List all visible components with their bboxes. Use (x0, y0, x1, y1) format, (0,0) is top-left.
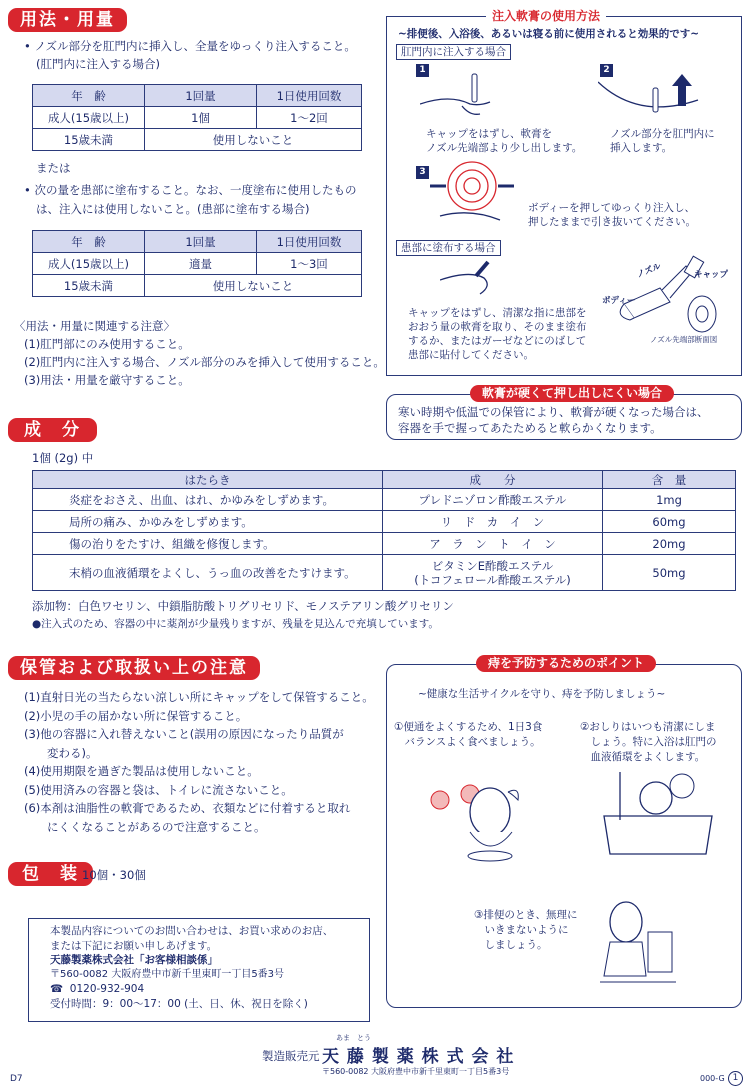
header-ingredient: 成 分 (383, 471, 603, 489)
instructions-subtitle: ~排便後、入浴後、あるいは寝る前に使用されると効果的です~ (398, 28, 700, 40)
footer-ruby: あま とう (336, 1034, 371, 1042)
table-row: 成人(15歳以上) 1個 1～2回 (33, 107, 362, 129)
list-item: (3)他の容器に入れ替えないこと(誤用の原因になったり品質が (24, 727, 344, 741)
list-item: 変わる)。 (24, 745, 98, 760)
usage-note-3: (3)用法・用量を厳守すること。 (24, 373, 190, 387)
apply-text: キャップをはずし、清潔な指に患部を おおう量の軟膏を取り、そのまま塗布 するか、またはガーゼなどにのばして 患部に貼付してください。 (408, 307, 587, 361)
table-row: 末梢の血液循環をよくし、うっ血の改善をたすけます。 ビタミンE酢酸エステル (トコフェロール酢酸エステル) 50mg (33, 555, 736, 591)
table-row: 15歳未満 使用しないこと (33, 129, 362, 151)
table-row: 傷の治りをたすけ、組織を修復します。 ア ラ ン ト イ ン 20mg (33, 533, 736, 555)
usage-note-1: (1)肛門部にのみ使用すること。 (24, 337, 190, 351)
header-action: はたらき (33, 471, 383, 489)
usage-case1: (肛門内に注入する場合) (36, 57, 160, 71)
contact-phone: 0120-932-904 (69, 983, 145, 995)
usage-heading: 用法・用量 (8, 8, 127, 32)
footer-maker: 天 藤 製 薬 株 式 会 社 (322, 1047, 515, 1067)
usage-note-2: (2)肛門内に注入する場合、ノズル部分のみを挿入して使用すること。 (24, 355, 385, 369)
list-item: (2)小児の手の届かない所に保管すること。 (24, 708, 248, 723)
step2-illustration (598, 72, 718, 128)
header-dose: 1回量 (145, 85, 257, 107)
step1-illustration (420, 64, 530, 126)
prevention-point-1: ①便通をよくするため、1日3食 バランスよく食べましょう。 (394, 721, 543, 748)
bath-illustration (600, 768, 720, 860)
contact-hours: 受付時間：9：00～17：00 (土、日、休、祝日を除く) (50, 997, 308, 1010)
prevention-title: 痔を予防するためのポイント (476, 655, 656, 672)
hard-text-1: 寒い時期や低温での保管により、軟膏が硬くなった場合は、 (398, 405, 709, 419)
list-item: (4)使用期限を過ぎた製品は使用しないこと。 (24, 764, 259, 778)
list-item: (5)使用済みの容器と袋は、トイレに流さないこと。 (24, 782, 293, 797)
storage-heading: 保管および取扱い上の注意 (8, 656, 260, 680)
phone-icon: ☎ (50, 983, 64, 995)
label-body: ボディー (602, 296, 636, 306)
step3-text-1: ボディーを押してゆっくり注入し、 (528, 202, 696, 214)
step-3-badge: 3 (416, 166, 429, 179)
step-2-badge: 2 (600, 64, 613, 77)
eating-illustration (420, 760, 550, 870)
usage-bullet1: • ノズル部分を肛門内に挿入し、全量をゆっくり注入すること。 (24, 39, 356, 53)
instructions-title: 注入軟膏の使用方法 (486, 7, 606, 24)
usage-bullet2-cont: は、注入には使用しないこと。(患部に塗布する場合) (36, 202, 310, 216)
apply-illustration (440, 256, 520, 302)
step1-text-1: キャップをはずし、軟膏を (426, 128, 552, 140)
ingredients-note: ●注入式のため、容器の中に薬剤が少量残りますが、残量を見込んで充填しています。 (32, 618, 439, 630)
list-item: にくくなることがあるので注意すること。 (24, 819, 266, 834)
package-heading: 包 装 (8, 862, 93, 886)
table-row: 成人(15歳以上) 適量 1～3回 (33, 253, 362, 275)
label-section: ノズル先端部断面図 (650, 335, 718, 344)
usage-bullet2: • 次の量を患部に塗布すること。なお、一度塗布に使用したもの (24, 183, 357, 197)
label-cap: キャップ (694, 270, 729, 280)
toilet-illustration (590, 892, 690, 992)
ingredients-table (32, 470, 736, 591)
page-number: 1 (728, 1071, 743, 1086)
storage-list (24, 688, 374, 836)
list-item: (6)本剤は油脂性の軟膏であるため、衣類などに付着すると取れ (24, 801, 351, 815)
table-row: 15歳未満 使用しないこと (33, 275, 362, 297)
ingredients-additives: 添加物：白色ワセリン、中鎖脂肪酸トリグリセリド、モノステアリン酸グリセリン (32, 599, 454, 613)
contact-company: 天藤製薬株式会社「お客様相談係」 (50, 954, 218, 966)
contact-address: 〒560-0082 大阪府豊中市新千里東町一丁目5番3号 (50, 968, 285, 980)
step-1-badge: 1 (416, 64, 429, 77)
package-value: 10個・30個 (82, 868, 146, 882)
section-apply: 患部に塗布する場合 (396, 240, 501, 256)
prevention-point-2: ②おしりはいつも清潔にしま しょう。特に入浴は肛門の 血液循環をよくします。 (580, 721, 717, 763)
ingredients-heading: 成 分 (8, 418, 97, 442)
dosage-table-2: 年 齢 1回量 1日使用回数 成人(15歳以上) 適量 1～3回 15歳未満 使用しないこと (32, 230, 362, 297)
header-amount: 含 量 (603, 471, 736, 489)
table-row: 局所の痛み、かゆみをしずめます。 リ ド カ イ ン 60mg (33, 511, 736, 533)
dosage-table-1 (32, 84, 362, 151)
header-age: 年 齢 (33, 85, 145, 107)
footer-address: 〒560-0082 大阪府豊中市新千里東町一丁目5番3号 (322, 1067, 510, 1076)
footer-maker-label: 製造販売元 (262, 1049, 320, 1063)
footer-code-right: 000-G (700, 1074, 725, 1083)
label-nozzle: ノズル (635, 261, 663, 281)
header-times: 1日使用回数 (257, 85, 362, 107)
list-item: (1)直射日光の当たらない涼しい所にキャップをして保管すること。 (24, 690, 374, 704)
usage-notes-title: 〈用法・用量に関連する注意〉 (14, 319, 175, 333)
table-row: 炎症をおさえ、出血、はれ、かゆみをしずめます。 プレドニゾロン酢酸エステル 1mg (33, 489, 736, 511)
step2-text-1: ノズル部分を肛門内に (610, 128, 715, 140)
footer-code-left: D7 (10, 1074, 23, 1084)
prevention-subtitle: ~健康な生活サイクルを守り、痔を予防しましょう~ (418, 688, 666, 700)
usage-or: または (36, 161, 71, 175)
hard-title: 軟膏が硬くて押し出しにくい場合 (470, 385, 674, 402)
contact-text: 本製品内容についてのお問い合わせは、お買い求めのお店、 または下記にお願い申しあげます。 天藤製薬株式会社「お客様相談係」 〒560-0082 大阪府豊中市新千里東町一丁目5番3号 ☎ 0120-932-904 受付時間：9：00～17：00 (土、日、休、祝日を除く) (50, 925, 334, 1010)
step3-illustration (430, 160, 530, 230)
step3-text-2: 押したままで引き抜いてください。 (528, 216, 696, 228)
section-inject: 肛門内に注入する場合 (396, 44, 511, 60)
hard-text-2: 容器を手で握ってあたためると軟らかくなります。 (398, 421, 662, 435)
ingredients-per: 1個 (2g) 中 (32, 451, 94, 465)
prevention-point-3: ③排便のとき、無理に いきまないように しましょう。 (474, 909, 578, 951)
step1-text-2: ノズル先端部より少し出します。 (426, 142, 583, 154)
step2-text-2: 挿入します。 (610, 142, 673, 154)
